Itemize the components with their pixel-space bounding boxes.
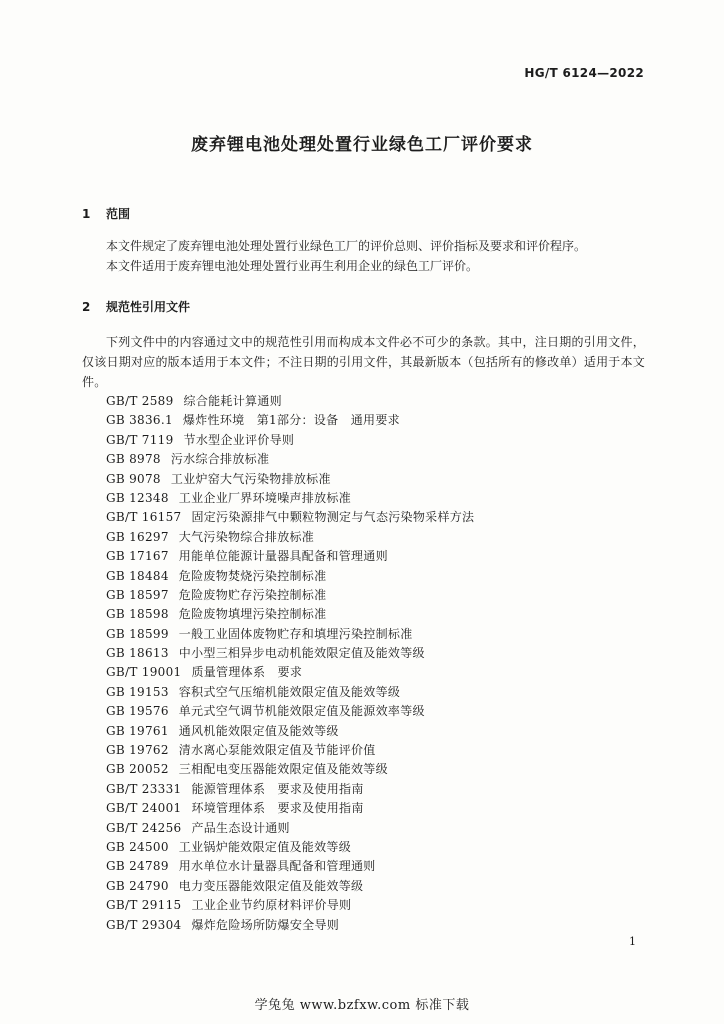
reference-title: 节水型企业评价导则 xyxy=(183,432,295,447)
reference-code: GB 16297 xyxy=(106,529,169,544)
reference-item xyxy=(106,916,474,935)
reference-title: 工业企业厂界环境噪声排放标准 xyxy=(178,490,351,505)
reference-title: 危险废物贮存污染控制标准 xyxy=(178,587,327,602)
reference-code: GB 18598 xyxy=(106,607,169,622)
reference-code: GB 9078 xyxy=(106,471,161,486)
reference-code: GB 18599 xyxy=(106,626,169,641)
reference-item xyxy=(106,431,474,450)
reference-code: GB 19153 xyxy=(106,684,169,699)
reference-code: GB 24789 xyxy=(106,859,169,874)
scope-paragraph-2: 本文件适用于废弃锂电池处理处置行业再生利用企业的绿色工厂评价。 xyxy=(106,259,479,273)
standard-code: HG/T 6124—2022 xyxy=(524,66,644,80)
reference-title: 容积式空气压缩机能效限定值及能效等级 xyxy=(178,684,401,699)
reference-code: GB 19762 xyxy=(106,743,169,758)
reference-item xyxy=(106,838,474,857)
reference-item xyxy=(106,586,474,605)
reference-item xyxy=(106,547,474,566)
reference-title: 通风机能效限定值及能效等级 xyxy=(178,723,339,738)
reference-title: 危险废物焚烧污染控制标准 xyxy=(178,568,327,583)
reference-item xyxy=(106,857,474,876)
reference-code: GB 18484 xyxy=(106,568,169,583)
footer-watermark: 学兔兔 www.bzfxw.com 标准下载 xyxy=(254,998,470,1013)
normative-references-intro: 下列文件中的内容通过文中的规范性引用而构成本文件必不可少的条款。其中，注日期的引用文件，仅该日期对应的版本适用于本文件；不注日期的引用文件，其最新版本（包括所有的修改单）适用于本文件。 xyxy=(82,335,645,389)
reference-code: GB 20052 xyxy=(106,762,169,777)
reference-item xyxy=(106,489,474,508)
reference-code: GB/T 29304 xyxy=(106,917,182,932)
reference-code: GB 24500 xyxy=(106,839,169,854)
reference-code: GB/T 2589 xyxy=(106,394,174,408)
reference-title: 环境管理体系 要求及使用指南 xyxy=(191,801,364,816)
reference-item xyxy=(106,450,474,469)
reference-code: GB 18613 xyxy=(106,646,169,661)
reference-code: GB/T 23331 xyxy=(106,781,182,796)
reference-title: 能源管理体系 要求及使用指南 xyxy=(191,781,364,796)
reference-item xyxy=(106,392,474,411)
reference-item xyxy=(106,411,474,430)
reference-item xyxy=(106,760,474,779)
reference-item xyxy=(106,702,474,721)
reference-item xyxy=(106,877,474,896)
reference-title: 爆炸危险场所防爆安全导则 xyxy=(191,917,340,932)
reference-title: 爆炸性环境 第1部分：设备 通用要求 xyxy=(182,413,400,428)
reference-title: 危险废物填埋污染控制标准 xyxy=(178,607,327,622)
reference-item xyxy=(106,896,474,915)
reference-title: 质量管理体系 要求 xyxy=(191,665,303,680)
reference-code: GB 24790 xyxy=(106,878,169,893)
section-title: 规范性引用文件 xyxy=(106,300,191,314)
reference-code: GB/T 24256 xyxy=(106,820,182,835)
reference-title: 大气污染物综合排放标准 xyxy=(178,529,315,544)
reference-item xyxy=(106,528,474,547)
reference-code: GB 19576 xyxy=(106,704,169,719)
reference-item xyxy=(106,741,474,760)
reference-code: GB 12348 xyxy=(106,490,169,505)
reference-item xyxy=(106,722,474,741)
reference-code: GB 19761 xyxy=(106,723,169,738)
reference-code: GB 17167 xyxy=(106,549,169,564)
reference-item xyxy=(106,567,474,586)
reference-item xyxy=(106,625,474,644)
section-number: 1 xyxy=(82,207,91,221)
section-1-heading xyxy=(82,205,130,222)
reference-title: 清水离心泵能效限定值及节能评价值 xyxy=(178,743,376,758)
reference-title: 污水综合排放标准 xyxy=(170,452,270,467)
reference-code: GB/T 7119 xyxy=(106,432,174,447)
reference-title: 工业炉窑大气污染物排放标准 xyxy=(170,471,331,486)
reference-title: 用水单位水计量器具配备和管理通则 xyxy=(178,859,376,874)
section-number: 2 xyxy=(82,300,91,314)
reference-title: 一般工业固体废物贮存和填埋污染控制标准 xyxy=(178,626,413,641)
reference-title: 固定污染源排气中颗粒物测定与气态污染物采样方法 xyxy=(191,510,475,525)
reference-title: 产品生态设计通则 xyxy=(191,820,290,835)
reference-title: 中小型三相异步电动机能效限定值及能效等级 xyxy=(178,646,425,661)
reference-item xyxy=(106,508,474,527)
document-title: 废弃锂电池处理处置行业绿色工厂评价要求 xyxy=(191,135,533,155)
reference-item xyxy=(106,663,474,682)
scope-paragraph-1: 本文件规定了废弃锂电池处理处置行业绿色工厂的评价总则、评价指标及要求和评价程序。 xyxy=(106,239,587,253)
reference-item xyxy=(106,470,474,489)
reference-code: GB/T 29115 xyxy=(106,898,182,913)
reference-item xyxy=(106,799,474,818)
reference-item xyxy=(106,780,474,799)
reference-code: GB 3836.1 xyxy=(106,413,173,428)
reference-title: 电力变压器能效限定值及能效等级 xyxy=(178,878,364,893)
reference-item xyxy=(106,644,474,663)
reference-title: 三相配电变压器能效限定值及能效等级 xyxy=(178,762,388,777)
reference-code: GB/T 19001 xyxy=(106,665,182,680)
reference-title: 工业企业节约原材料评价导则 xyxy=(191,898,352,913)
reference-code: GB 18597 xyxy=(106,587,169,602)
reference-title: 用能单位能源计量器具配备和管理通则 xyxy=(178,549,388,564)
section-2-heading xyxy=(82,298,190,315)
reference-code: GB 8978 xyxy=(106,452,161,467)
reference-item xyxy=(106,683,474,702)
reference-item xyxy=(106,605,474,624)
reference-item xyxy=(106,819,474,838)
reference-title: 单元式空气调节机能效限定值及能源效率等级 xyxy=(178,704,425,719)
reference-title: 工业锅炉能效限定值及能效等级 xyxy=(178,839,351,854)
page-number: 1 xyxy=(629,935,636,948)
reference-code: GB/T 24001 xyxy=(106,801,182,816)
reference-code: GB/T 16157 xyxy=(106,510,182,525)
reference-title: 综合能耗计算通则 xyxy=(183,394,282,408)
section-title: 范围 xyxy=(106,207,131,221)
reference-list xyxy=(106,392,474,935)
